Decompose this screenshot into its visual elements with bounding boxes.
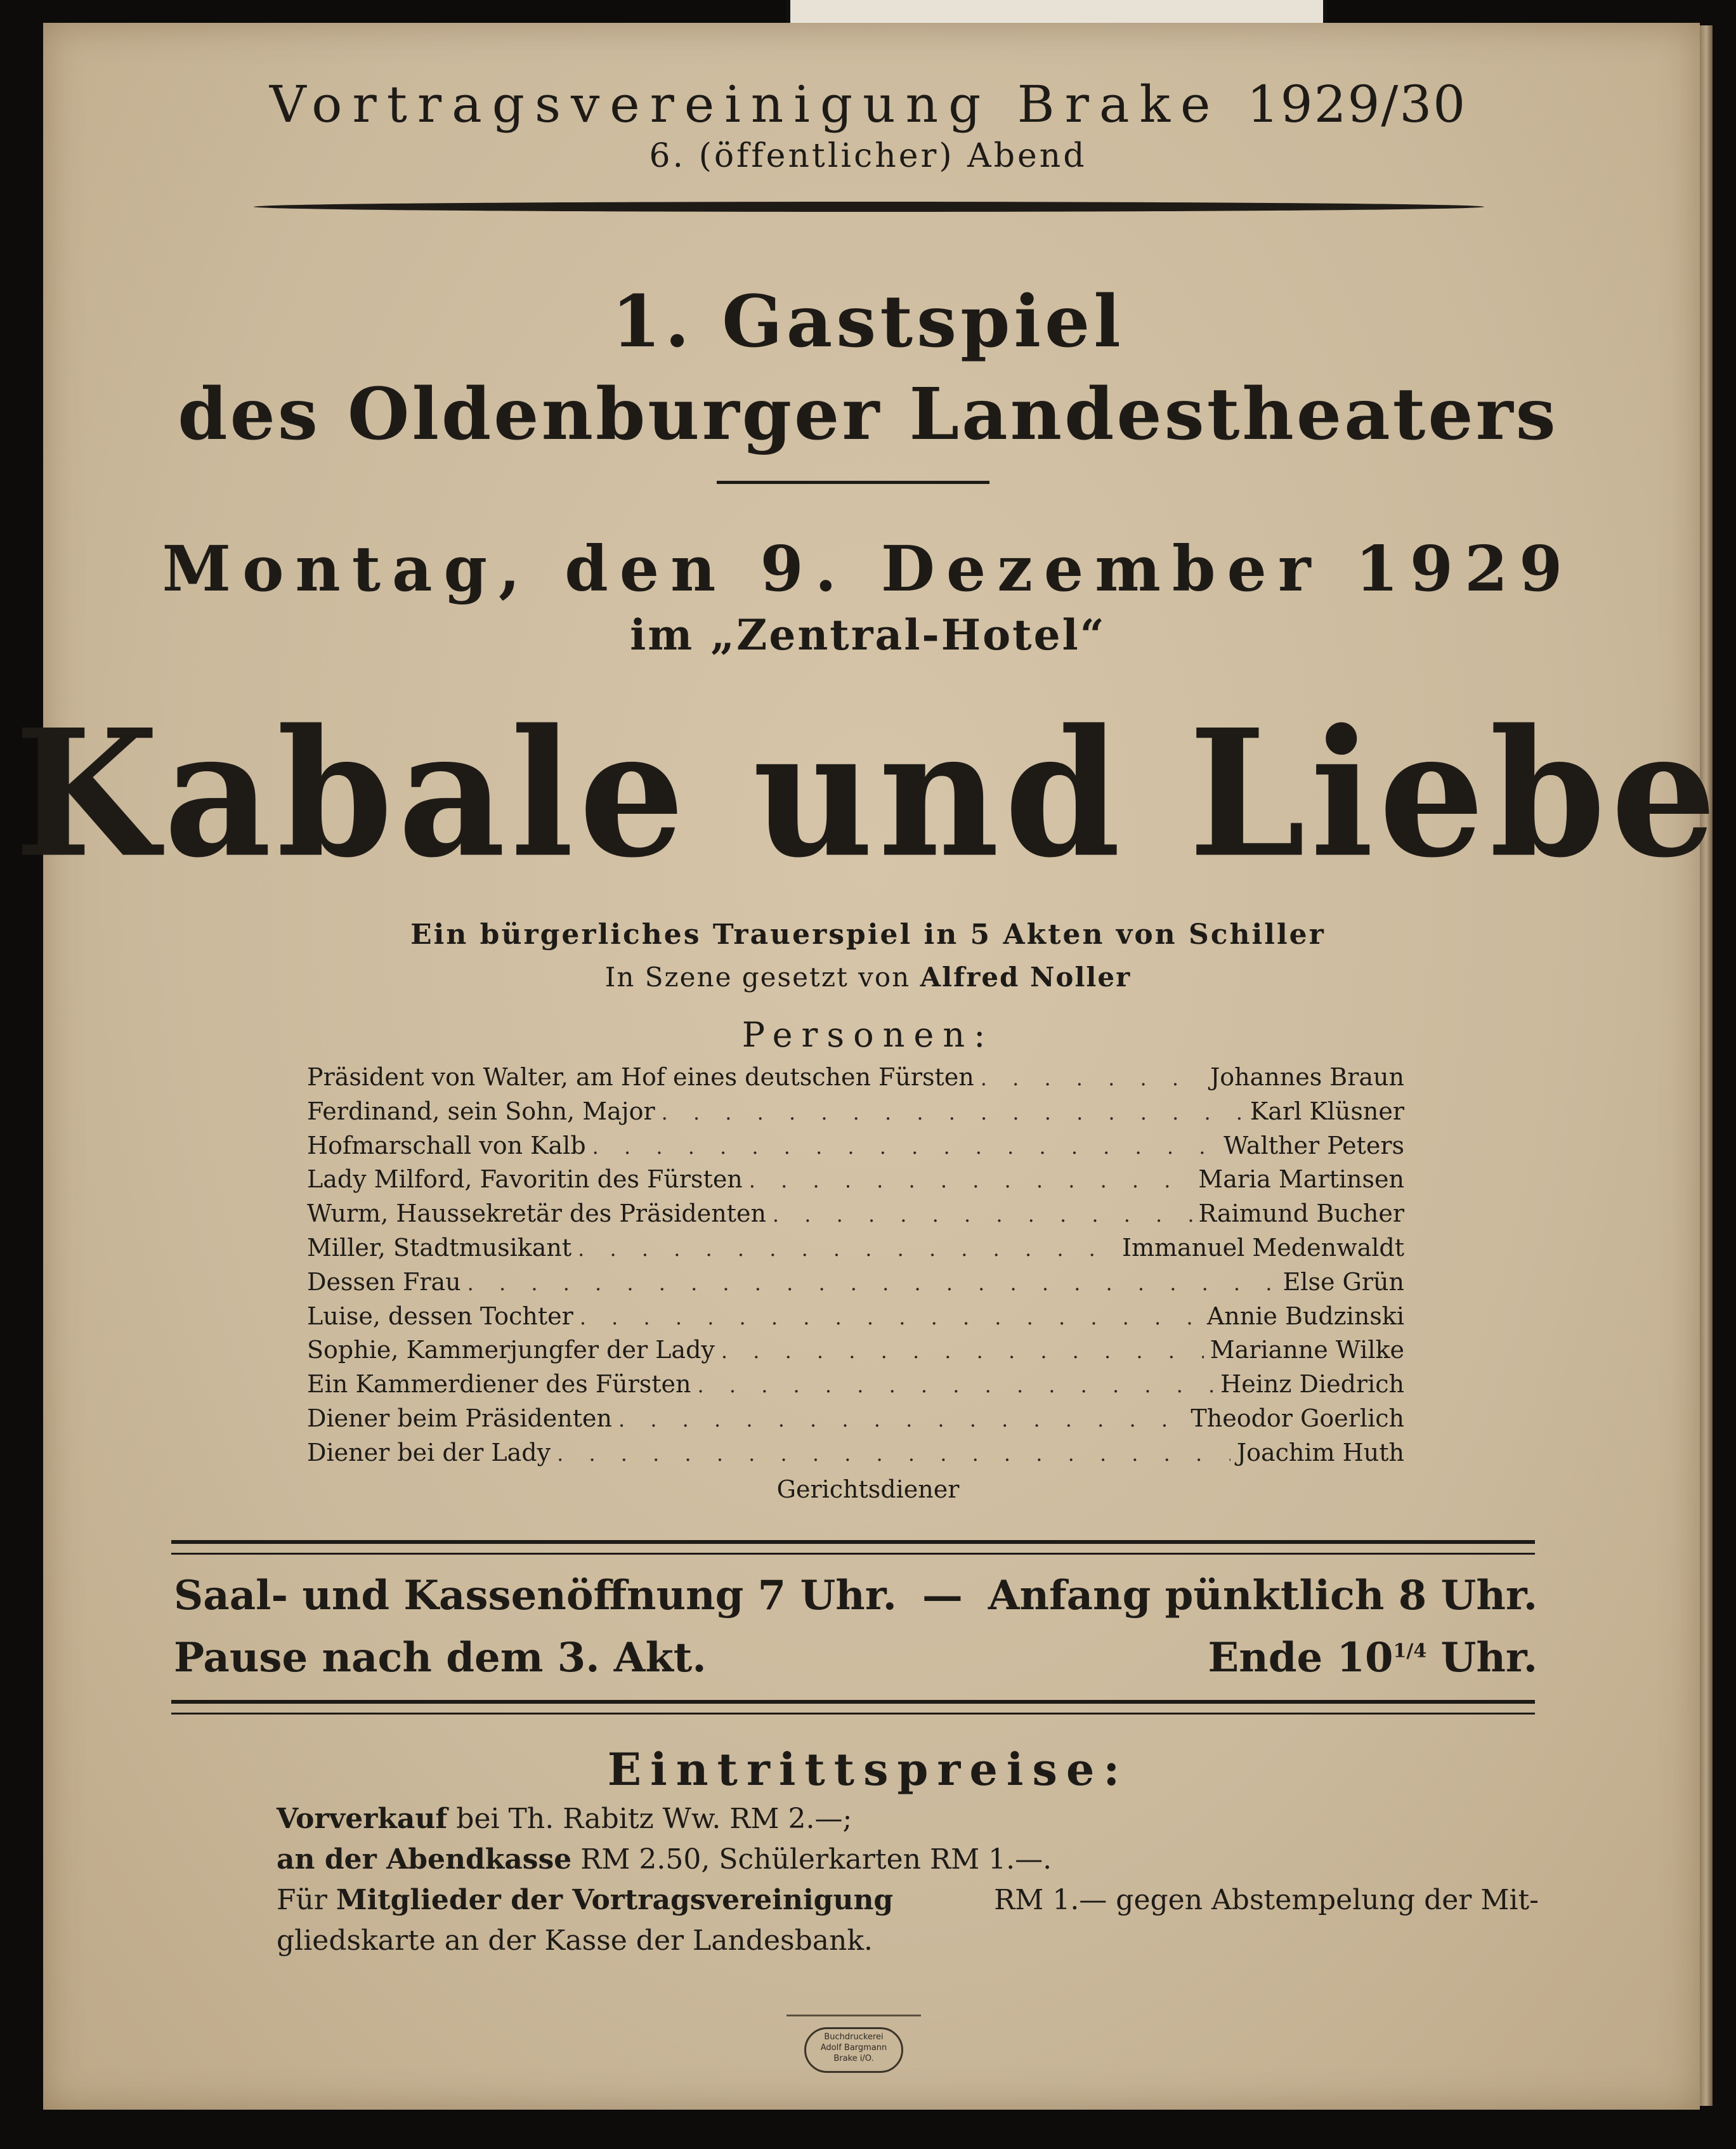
cast-row [307,1132,1404,1166]
season-year: 1929/30 [1246,75,1467,134]
leader-dots [557,1442,1230,1466]
price-presale [277,1799,1539,1839]
theater-name: des Oldenburger Landestheaters [178,373,1558,456]
printer-stamp [804,2027,903,2073]
cast-row [307,1097,1404,1132]
end-prefix: Ende 10 [1208,1634,1393,1682]
pause-info: Pause nach dem 3. Akt. [174,1634,707,1682]
leader-dots [467,1271,1277,1295]
cast-actor: Immanuel Medenwaldt [1121,1233,1404,1262]
society-heading [0,75,1736,134]
box-office-label: an der Abendkasse [277,1843,572,1876]
price-members-cont: gliedskarte an der Kasse der Landesbank. [277,1924,873,1957]
printer-line1: Buchdruckerei [824,2032,884,2042]
cast-role: Diener beim Präsidenten [307,1404,612,1432]
cast-row [307,1165,1404,1199]
cast-actor: Raimund Bucher [1198,1199,1404,1228]
evening-label: 6. (öffentlicher) Abend [649,137,1087,175]
cast-actor: Else Grün [1282,1267,1404,1296]
end-fraction: 1/4 [1393,1640,1427,1662]
cast-role: Hofmarschall von Kalb [307,1131,586,1159]
cast-role: Wurm, Haussekretär des Präsidenten [307,1199,766,1228]
leader-dots [618,1408,1184,1432]
cast-extra: Gerichtsdiener [776,1475,960,1503]
members-label: Mitglieder der Vortragsvereinigung [336,1884,894,1916]
cast-role: Ein Kammerdiener des Fürsten [307,1370,691,1399]
cast-role: Miller, Stadtmusikant [307,1233,572,1262]
header-rule [254,202,1484,212]
cast-role: Luise, dessen Tochter [307,1302,573,1330]
presale-text: bei Th. Rabitz Ww. RM 2.—; [447,1803,852,1835]
director-name: Alfred Noller [920,962,1132,993]
cast-row [307,1063,1404,1097]
event-date: Montag, den 9. Dezember 1929 [162,533,1574,606]
cast-actor: Marianne Wilke [1210,1336,1404,1364]
leader-dots [698,1373,1215,1397]
binding-strip [786,0,1327,23]
cast-row [307,1439,1404,1473]
presale-label: Vorverkauf [277,1803,448,1835]
times-dash: — [922,1572,963,1619]
guest-performance-heading: 1. Gastspiel [611,280,1125,363]
divider-short [717,481,989,484]
cast-list [307,1063,1404,1473]
cast-actor: Johannes Braun [1210,1063,1404,1091]
double-rule-top [171,1540,1535,1555]
event-venue: im „Zentral-Hotel“ [630,610,1106,660]
director-prefix: In Szene gesetzt von [604,962,911,993]
leader-dots [578,1237,1116,1261]
play-subtitle: Ein bürgerliches Trauerspiel in 5 Akten von Schiller [410,918,1326,951]
end-time [1208,1634,1537,1682]
cast-role: Präsident von Walter, am Hof eines deutschen Fürsten [307,1063,974,1091]
cast-role: Ferdinand, sein Sohn, Major [307,1097,655,1125]
cast-row [307,1370,1404,1404]
opening-times [174,1572,1537,1619]
cast-row [307,1302,1404,1336]
printer-line3: Brake i/O. [833,2054,874,2063]
cast-actor: Walther Peters [1224,1131,1404,1159]
director-line [0,962,1736,993]
printer-line2: Adolf Bargmann [820,2043,887,2053]
cast-actor: Joachim Huth [1236,1438,1404,1466]
cast-row [307,1336,1404,1370]
leader-dots [721,1339,1204,1363]
cast-row [307,1404,1404,1439]
leader-dots [592,1135,1218,1159]
cast-role: Sophie, Kammerjungfer der Lady [307,1336,715,1364]
cast-actor: Heinz Diedrich [1220,1370,1404,1399]
doors-time: Saal- und Kassenöffnung 7 Uhr. [174,1572,897,1619]
box-office-text: RM 2.50, Schülerkarten RM 1.—. [571,1843,1052,1876]
start-time: Anfang pünktlich 8 Uhr. [988,1572,1537,1619]
cast-role: Lady Milford, Favoritin des Fürsten [307,1165,743,1194]
cast-heading: Personen: [741,1015,995,1055]
leader-dots [662,1101,1244,1125]
leader-dots [773,1203,1192,1227]
cast-role: Diener bei der Lady [307,1438,551,1466]
price-box-office [277,1839,1539,1880]
leader-dots [580,1305,1201,1329]
cast-row [307,1234,1404,1268]
prices-heading: Eintrittspreise: [607,1743,1129,1796]
end-suffix: Uhr. [1426,1634,1537,1682]
cast-row [307,1199,1404,1234]
pause-and-end [174,1634,1537,1682]
prices-block [277,1799,1539,1961]
members-text: RM 1.— gegen Abstempelung der Mit- [994,1884,1539,1916]
leader-dots [749,1168,1192,1192]
cast-actor: Maria Martinsen [1198,1165,1404,1194]
printer-rule [786,2015,921,2016]
cast-actor: Annie Budzinski [1206,1302,1404,1330]
members-prefix: Für [277,1884,336,1916]
cast-actor: Karl Klüsner [1250,1097,1404,1125]
double-rule-bottom [171,1700,1535,1715]
cast-row [307,1268,1404,1302]
play-title: Kabale und Liebe [14,691,1722,896]
cast-actor: Theodor Goerlich [1191,1404,1404,1432]
cast-role: Dessen Frau [307,1267,461,1296]
society-name: Vortragsvereinigung Brake [269,75,1221,134]
leader-dots [981,1066,1204,1090]
price-members [277,1880,1539,1921]
